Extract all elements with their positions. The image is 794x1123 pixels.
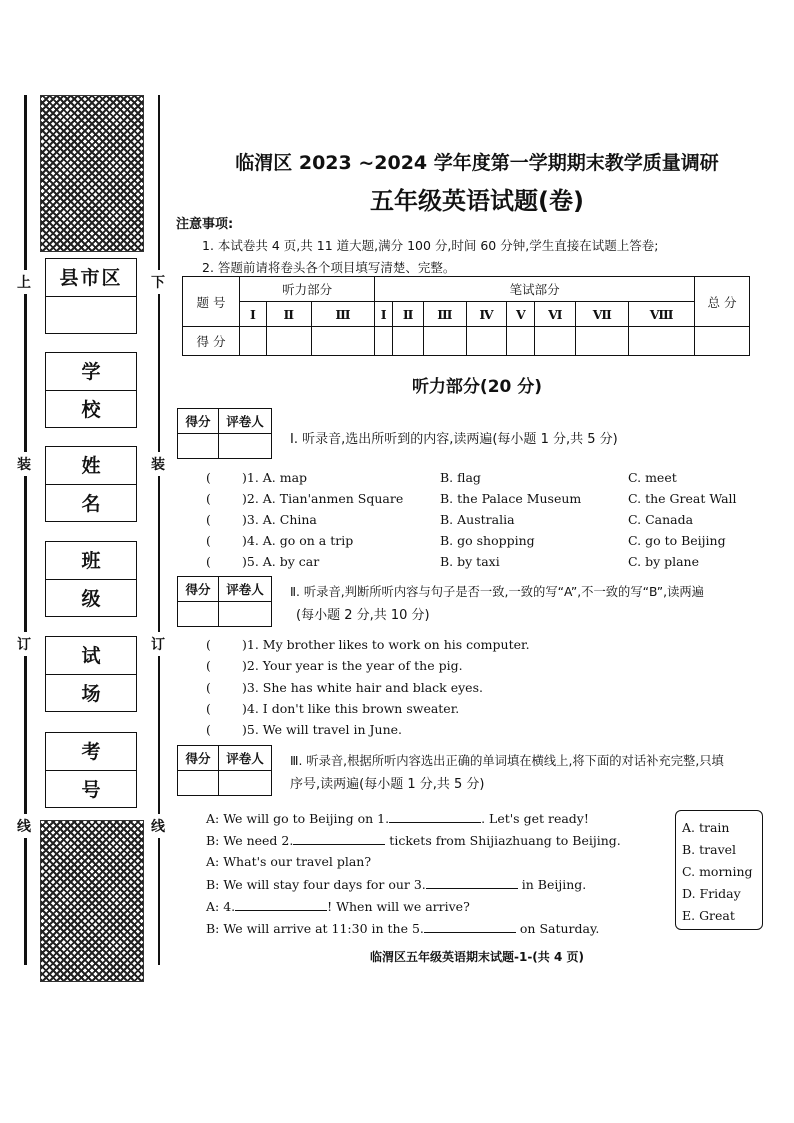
field-label: 考 号 <box>46 733 136 771</box>
col-num: Ⅱ <box>266 302 311 327</box>
score-cell[interactable] <box>695 327 750 356</box>
dialog-text: in Beijing. <box>517 877 587 892</box>
option-b: B. go shopping <box>440 533 535 548</box>
note-line: 2. 答题前请将卷头各个项目填写清楚、完整。 <box>202 260 456 275</box>
field-label: 班 级 <box>46 542 136 580</box>
binding-char: 线 <box>17 814 31 838</box>
binding-char: 装 <box>17 452 31 476</box>
note-line: 1. 本试卷共 4 页,共 11 道大题,满分 100 分,时间 60 分钟,学生直接在试题上答卷; <box>202 238 659 253</box>
option-a: )5. A. by car <box>242 554 320 569</box>
option-a: )4. A. go on a trip <box>242 533 354 548</box>
writing-header: 笔试部分 <box>375 277 695 302</box>
answer-paren[interactable]: ( <box>206 701 211 716</box>
field-county[interactable] <box>45 258 137 334</box>
answer-paren[interactable]: ( <box>206 554 211 569</box>
field-exam-room[interactable] <box>45 636 137 712</box>
option-a: )2. A. Tian'anmen Square <box>242 491 404 506</box>
field-name[interactable] <box>45 446 137 522</box>
col-num: Ⅲ <box>311 302 374 327</box>
answer-paren[interactable]: ( <box>206 533 211 548</box>
score-cell[interactable] <box>466 327 506 356</box>
total-header: 总 分 <box>695 277 750 327</box>
statement: )4. I don't like this brown sweater. <box>242 701 460 716</box>
answer-blank[interactable] <box>389 810 481 823</box>
dialog-text: on Saturday. <box>515 921 600 936</box>
answer-paren[interactable]: ( <box>206 512 211 527</box>
word-options-box <box>675 810 763 930</box>
word-option: A. train <box>682 820 730 835</box>
grader-score-cell[interactable] <box>178 602 219 627</box>
part3-instruction: 序号,读两遍(每小题 1 分,共 5 分) <box>290 777 485 792</box>
answer-paren[interactable]: ( <box>206 470 211 485</box>
score-cell[interactable] <box>266 327 311 356</box>
col-num: Ⅰ <box>240 302 267 327</box>
score-cell[interactable] <box>423 327 466 356</box>
grader-reviewer-cell[interactable] <box>219 602 272 627</box>
binding-char: 下 <box>151 270 165 294</box>
option-b: B. by taxi <box>440 554 500 569</box>
notes-heading: 注意事项: <box>176 217 234 232</box>
option-c: C. Canada <box>628 512 694 527</box>
grader-reviewer-cell[interactable] <box>219 771 272 796</box>
page-footer: 临渭区五年级英语期末试题-1-(共 4 页) <box>370 950 584 964</box>
option-a: )1. A. map <box>242 470 308 485</box>
grader-score-cell[interactable] <box>178 771 219 796</box>
grader-reviewer-label: 评卷人 <box>219 577 272 602</box>
statement: )2. Your year is the year of the pig. <box>242 658 463 673</box>
dialog-line <box>206 854 371 869</box>
grader-reviewer-label: 评卷人 <box>219 746 272 771</box>
exam-subtitle: 五年级英语试题(卷) <box>370 187 584 215</box>
grader-box <box>177 408 272 459</box>
blank-number: 1. <box>377 811 390 826</box>
answer-paren[interactable]: ( <box>206 658 211 673</box>
listening-header: 听力部分 <box>240 277 375 302</box>
statement: )5. We will travel in June. <box>242 722 403 737</box>
dialog-text: B: We will arrive at 11:30 in the <box>206 921 412 936</box>
answer-paren[interactable]: ( <box>206 491 211 506</box>
security-pattern-top <box>40 95 144 252</box>
option-c: C. by plane <box>628 554 700 569</box>
answer-paren[interactable]: ( <box>206 637 211 652</box>
field-label: 县市区 <box>46 259 136 297</box>
dialog-text: A: What's our travel plan? <box>206 854 372 869</box>
part1-instruction: Ⅰ. 听录音,选出所听到的内容,读两遍(每小题 1 分,共 5 分) <box>290 432 618 447</box>
answer-blank[interactable] <box>293 832 385 845</box>
answer-blank[interactable] <box>426 876 518 889</box>
dialog-text: tickets from Shijiazhuang to Beijing. <box>385 833 621 848</box>
grader-box <box>177 576 272 627</box>
listening-section-title: 听力部分(20 分) <box>411 377 543 397</box>
binding-char: 线 <box>151 814 165 838</box>
col-num: Ⅲ <box>423 302 466 327</box>
score-cell[interactable] <box>629 327 695 356</box>
option-b: B. flag <box>440 470 481 485</box>
dialog-text: B: We will stay four days for our <box>206 877 414 892</box>
option-c: C. meet <box>628 470 677 485</box>
score-cell[interactable] <box>240 327 267 356</box>
grader-score-label: 得分 <box>178 409 219 434</box>
answer-paren[interactable]: ( <box>206 680 211 695</box>
option-a: )3. A. China <box>242 512 317 527</box>
grader-reviewer-cell[interactable] <box>219 434 272 459</box>
field-label: 学 校 <box>46 353 136 391</box>
score-cell[interactable] <box>535 327 576 356</box>
col-num: Ⅴ <box>507 302 535 327</box>
field-class[interactable] <box>45 541 137 617</box>
dialog-text: ! When will we arrive? <box>327 899 470 914</box>
grader-box <box>177 745 272 796</box>
statement: )3. She has white hair and black eyes. <box>242 680 483 695</box>
word-option: E. Great <box>682 908 735 923</box>
exam-title: 临渭区 2023 ~2024 学年度第一学期期末教学质量调研 <box>235 152 719 174</box>
dialog-line <box>206 898 470 914</box>
option-c: C. the Great Wall <box>628 491 737 506</box>
score-row-label: 得 分 <box>183 327 240 356</box>
score-table <box>182 276 750 356</box>
dialog-text: A: We will go to Beijing on <box>206 811 378 826</box>
field-exam-number[interactable] <box>45 732 137 808</box>
part2-instruction: (每小题 2 分,共 10 分) <box>296 608 430 623</box>
col-num: Ⅶ <box>576 302 629 327</box>
grader-score-cell[interactable] <box>178 434 219 459</box>
row-label: 题 号 <box>183 277 240 327</box>
answer-blank[interactable] <box>424 920 516 933</box>
blank-number: 3. <box>413 877 426 892</box>
word-option: C. morning <box>682 864 753 879</box>
col-num: Ⅱ <box>393 302 424 327</box>
dialog-line <box>206 832 621 848</box>
field-school[interactable] <box>45 352 137 428</box>
security-pattern-bottom <box>40 820 144 982</box>
blank-number: 4. <box>223 899 236 914</box>
dialog-line <box>206 920 599 936</box>
score-cell[interactable] <box>507 327 535 356</box>
col-num: Ⅷ <box>629 302 695 327</box>
binding-char: 订 <box>151 632 165 656</box>
grader-score-label: 得分 <box>178 746 219 771</box>
field-label: 姓 名 <box>46 447 136 485</box>
dialog-line <box>206 810 589 826</box>
answer-blank[interactable] <box>235 898 327 911</box>
score-cell[interactable] <box>311 327 374 356</box>
col-num: Ⅵ <box>535 302 576 327</box>
score-cell[interactable] <box>393 327 424 356</box>
option-c: C. go to Beijing <box>628 533 726 548</box>
score-cell[interactable] <box>375 327 393 356</box>
binding-char: 装 <box>151 452 165 476</box>
dialog-text: B: We need <box>206 833 282 848</box>
dialog-line <box>206 876 586 892</box>
field-label: 试 场 <box>46 637 136 675</box>
part3-instruction: Ⅲ. 听录音,根据所听内容选出正确的单词填在横线上,将下面的对话补充完整,只填 <box>290 754 724 768</box>
word-option: D. Friday <box>682 886 741 901</box>
col-num: Ⅰ <box>375 302 393 327</box>
part2-instruction: Ⅱ. 听录音,判断所听内容与句子是否一致,一致的写“A”,不一致的写“B”,读两遍 <box>290 585 704 599</box>
grader-score-label: 得分 <box>178 577 219 602</box>
word-option: B. travel <box>682 842 737 857</box>
col-num: Ⅳ <box>466 302 506 327</box>
score-cell[interactable] <box>576 327 629 356</box>
binding-char: 上 <box>17 270 31 294</box>
option-b: B. Australia <box>440 512 515 527</box>
dialog-text: A: <box>206 899 224 914</box>
statement: )1. My brother likes to work on his computer. <box>242 637 530 652</box>
option-b: B. the Palace Museum <box>440 491 582 506</box>
dialog-text: . Let's get ready! <box>481 811 589 826</box>
blank-number: 2. <box>281 833 294 848</box>
blank-number: 5. <box>411 921 424 936</box>
binding-char: 订 <box>17 632 31 656</box>
grader-reviewer-label: 评卷人 <box>219 409 272 434</box>
answer-paren[interactable]: ( <box>206 722 211 737</box>
